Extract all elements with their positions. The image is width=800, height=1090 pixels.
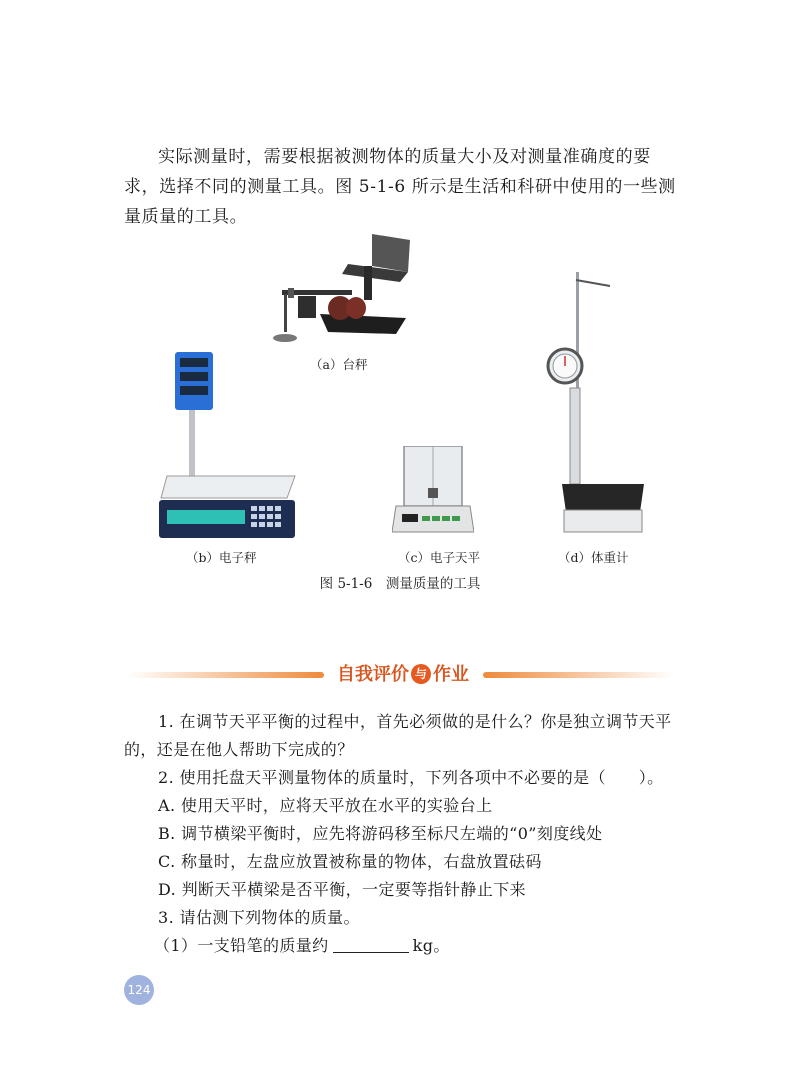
homework-section-header xyxy=(128,658,673,694)
homework-title-right: 作业 xyxy=(433,664,469,685)
body-weight-scale-image xyxy=(540,270,650,542)
question-2: 2. 使用托盘天平测量物体的质量时，下列各项中不必要的是（ ）。 xyxy=(158,768,664,787)
option-d: D. 判断天平横梁是否平衡，一定要等指针静止下来 xyxy=(158,880,527,899)
homework-title-badge: 与 xyxy=(411,664,431,684)
intro-paragraph: 实际测量时，需要根据被测物体的质量大小及对测量准确度的要求，选择不同的测量工具。图 5-1-6 所示是生活和科研中使用的一些测量质量的工具。 xyxy=(124,147,676,227)
label-b: （b）电子秤 xyxy=(186,550,257,565)
electronic-balance-image xyxy=(392,446,474,540)
label-c: （c）电子天平 xyxy=(398,550,481,565)
label-d: （d）体重计 xyxy=(558,550,629,565)
page-number: 124 xyxy=(124,975,154,1005)
label-a: （a）台秤 xyxy=(310,357,368,372)
question-3-part-1 xyxy=(124,932,714,960)
figure-caption: 图 5-1-6 测量质量的工具 xyxy=(319,576,481,592)
header-right-rule xyxy=(483,672,673,678)
option-c: C. 称量时，左盘应放置被称量的物体，右盘放置砝码 xyxy=(158,852,542,871)
question-1: 1. 在调节天平平衡的过程中，首先必须做的是什么？你是独立调节天平的，还是在他人帮助下完成的？ xyxy=(124,712,672,759)
question-3-part-1-prefix: （1）一支铅笔的质量约 xyxy=(154,936,329,955)
homework-title-left: 自我评价 xyxy=(337,664,409,685)
option-a: A. 使用天平时，应将天平放在水平的实验台上 xyxy=(158,796,493,815)
platform-scale-image xyxy=(268,228,418,348)
question-3: 3. 请估测下列物体的质量。 xyxy=(158,908,360,927)
homework-title xyxy=(328,658,478,692)
answer-blank[interactable] xyxy=(333,934,409,953)
question-3-part-1-unit: kg。 xyxy=(412,936,450,955)
option-b: B. 调节横梁平衡时，应先将游码移至标尺左端的“0”刻度线处 xyxy=(158,824,603,843)
header-left-rule xyxy=(128,672,324,678)
electronic-scale-image xyxy=(155,352,300,544)
